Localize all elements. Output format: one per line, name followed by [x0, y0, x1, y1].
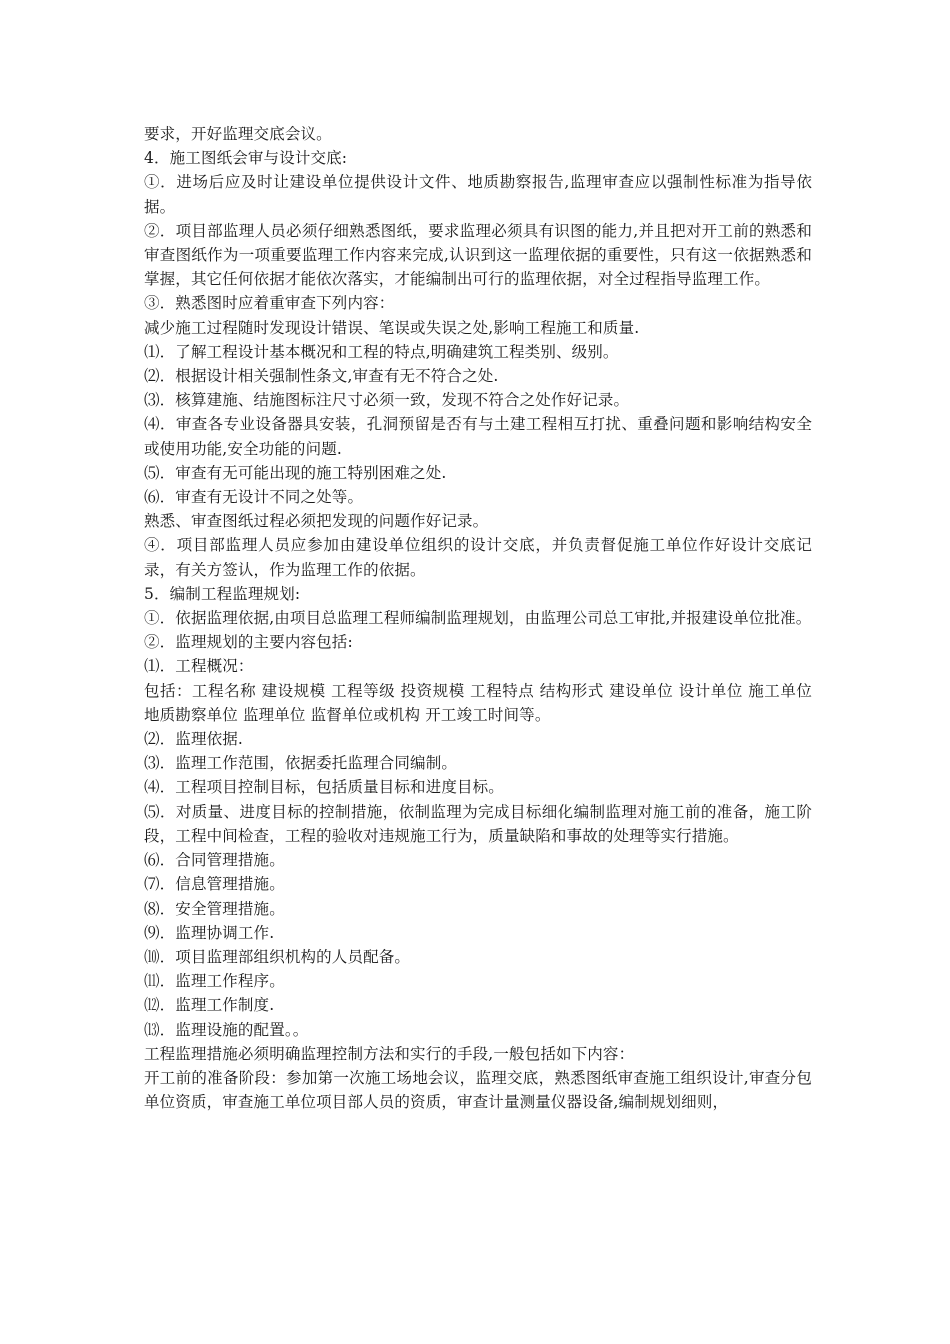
section-heading: 4．施工图纸会审与设计交底: — [144, 149, 348, 168]
paragraph: 熟悉、审查图纸过程必须把发现的问题作好记录。 — [144, 512, 489, 531]
list-item: ⑴．工程概况： — [144, 657, 254, 676]
list-item: ⑹．合同管理措施。 — [144, 851, 285, 870]
document-body — [144, 122, 812, 1114]
paragraph: ①．依据监理依据,由项目总监理工程师编制监理规划，由监理公司总工审批,并报建设单位批准。 — [144, 609, 812, 628]
paragraph: ①．进场后应及时让建设单位提供设计文件、地质勘察报告,监理审查应以强制性标准为指导依据。 — [144, 173, 812, 216]
list-item: ⑷．工程项目控制目标，包括质量目标和进度目标。 — [144, 778, 504, 797]
list-item: ⑶．监理工作范围，依据委托监理合同编制。 — [144, 754, 458, 773]
paragraph: ②．项目部监理人员必须仔细熟悉图纸，要求监理必须具有识图的能力,并且把对开工前的熟悉和审查图纸作为一项重要监理工作内容来完成,认识到这一监理依据的重要性，只有这一依据熟悉和掌握，其它任何依据才能依次落实，才能编制出可行的监理依据，对全过程指导监理工作。 — [144, 221, 812, 289]
list-item: ⑾．监理工作程序。 — [144, 972, 285, 991]
paragraph: ②．监理规划的主要内容包括: — [144, 633, 353, 652]
paragraph: ④．项目部监理人员应参加由建设单位组织的设计交底，并负责督促施工单位作好设计交底记录，有关方签认，作为监理工作的依据。 — [144, 536, 812, 579]
paragraph: ③．熟悉图时应着重审查下列内容： — [144, 294, 395, 313]
paragraph: 开工前的准备阶段：参加第一次施工场地会议，监理交底，熟悉图纸审查施工组织设计,审查分包单位资质，审查施工单位项目部人员的资质，审查计量测量仪器设备,编制规划细则， — [144, 1068, 812, 1112]
list-item: ⑽．项目监理部组织机构的人员配备。 — [144, 947, 411, 966]
list-item: ⑻．安全管理措施。 — [144, 899, 285, 918]
list-item: ⑺．信息管理措施。 — [144, 875, 285, 894]
paragraph: 包括：工程名称 建设规模 工程等级 投资规模 工程特点 结构形式 建设单位 设计单位 施工单位 地质勘察单位 监理单位 监督单位或机构 开工竣工时间等。 — [144, 681, 812, 724]
list-item: ⑴．了解工程设计基本概况和工程的特点,明确建筑工程类别、级别。 — [144, 342, 619, 361]
list-item: ⑵．根据设计相关强制性条文,审查有无不符合之处. — [144, 367, 499, 386]
list-item: ⑹．审查有无设计不同之处等。 — [144, 488, 364, 507]
list-item: ⑸．对质量、进度目标的控制措施，依制监理为完成目标细化编制监理对施工前的准备，施工阶段，工程中间检查，工程的验收对违规施工行为，质量缺陷和事故的处理等实行措施。 — [144, 802, 812, 845]
list-item: ⑵．监理依据. — [144, 730, 243, 749]
paragraph: 减少施工过程随时发现设计错误、笔误或失误之处,影响工程施工和质量. — [144, 318, 640, 337]
list-item: ⑿．监理工作制度. — [144, 996, 275, 1015]
paragraph: 要求，开好监理交底会议。 — [144, 125, 332, 143]
list-item: ⑷．审查各专业设备器具安装，孔洞预留是否有与土建工程相互打扰、重叠问题和影响结构安全或使用功能,安全功能的问题. — [144, 415, 812, 458]
list-item: ⑶．核算建施、结施图标注尺寸必须一致，发现不符合之处作好记录。 — [144, 391, 630, 410]
paragraph: 工程监理措施必须明确监理控制方法和实行的手段,一般包括如下内容： — [144, 1044, 635, 1063]
list-item: ⑼．监理协调工作. — [144, 923, 275, 942]
list-item: ⑸．审查有无可能出现的施工特别困难之处. — [144, 463, 447, 482]
list-item: ⒀．监理设施的配置。。 — [144, 1020, 309, 1039]
section-heading: 5．编制工程监理规划: — [144, 584, 301, 603]
